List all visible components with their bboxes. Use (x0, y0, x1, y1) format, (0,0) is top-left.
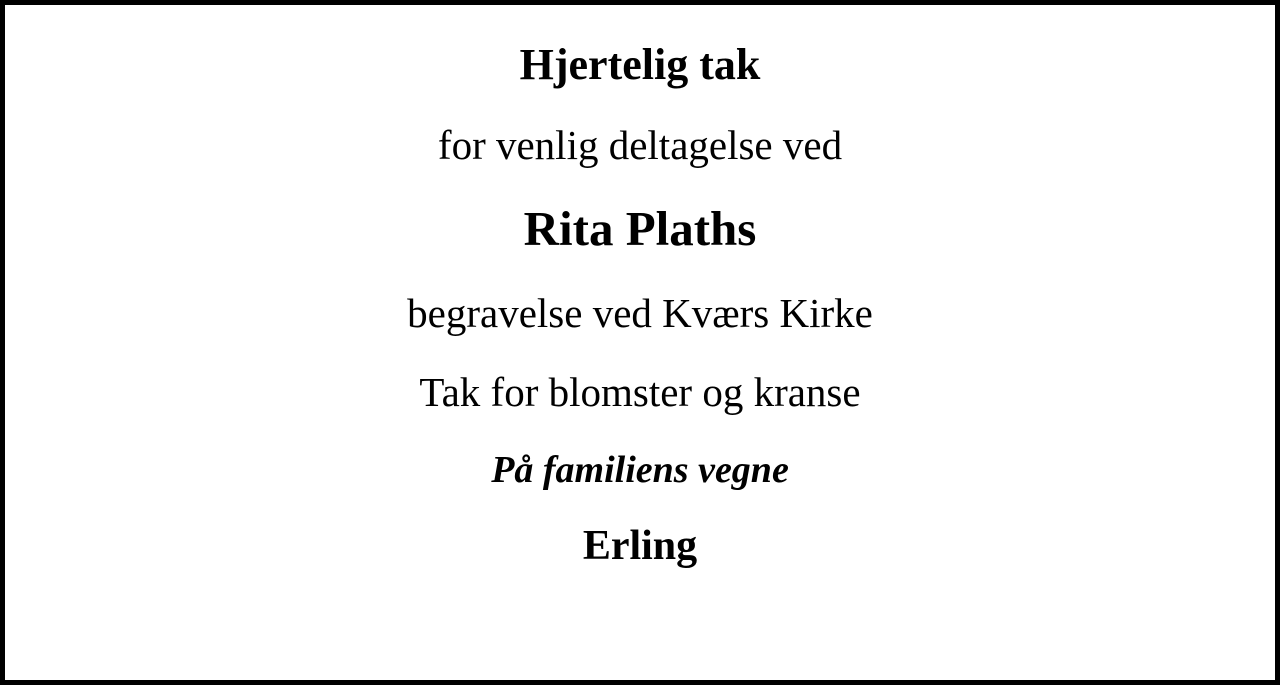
signature-name: Erling (582, 523, 698, 569)
flowers-thanks-line: Tak for blomster og kranse (419, 369, 861, 415)
funeral-place-line: begravelse ved Kværs Kirke (407, 290, 873, 336)
participation-intro-line: for venlig deltagelse ved (437, 122, 843, 168)
on-behalf-of-family-line: På familiens vegne (491, 449, 789, 491)
thanks-heading: Hjertelig tak (519, 40, 761, 89)
deceased-name: Rita Plaths (523, 201, 757, 256)
